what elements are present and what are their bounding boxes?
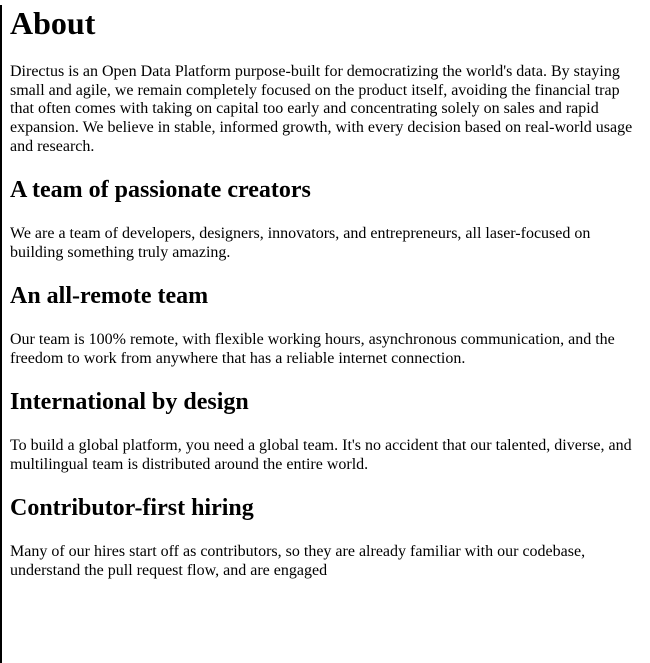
section-paragraph: To build a global platform, you need a global team. It's no accident that our talented, diverse, and multilingual team is distributed around the entire world.	[10, 437, 632, 473]
section-all-remote-team	[10, 283, 642, 368]
section-paragraph: We are a team of developers, designers, innovators, and entrepreneurs, all laser-focused on building something truly amazing.	[10, 224, 591, 261]
section-international-by-design	[10, 389, 642, 474]
section-passionate-creators	[10, 177, 642, 262]
page-title: About	[10, 5, 96, 41]
intro-paragraph: Directus is an Open Data Platform purpose-built for democratizing the world's data. By staying small and agile, we remain completely focused on the product itself, avoiding the financial trap that often comes with taking on capital too early and concentrating solely on sales and rapid expansion. We believe in stable, informed growth, with every decision based on real-world usage and research.	[10, 62, 633, 155]
section-heading: An all-remote team	[10, 283, 209, 310]
section-heading: Contributor-first hiring	[10, 495, 254, 522]
about-page	[0, 5, 650, 663]
section-contributor-first-hiring	[10, 495, 642, 580]
section-heading: A team of passionate creators	[10, 177, 311, 204]
section-heading: International by design	[10, 389, 249, 416]
section-paragraph: Many of our hires start off as contributors, so they are already familiar with our codebase, understand the pull request flow, and are engaged	[10, 543, 586, 579]
section-paragraph: Our team is 100% remote, with flexible working hours, asynchronous communication, and the freedom to work from anywhere that has a reliable internet connection.	[10, 331, 615, 367]
